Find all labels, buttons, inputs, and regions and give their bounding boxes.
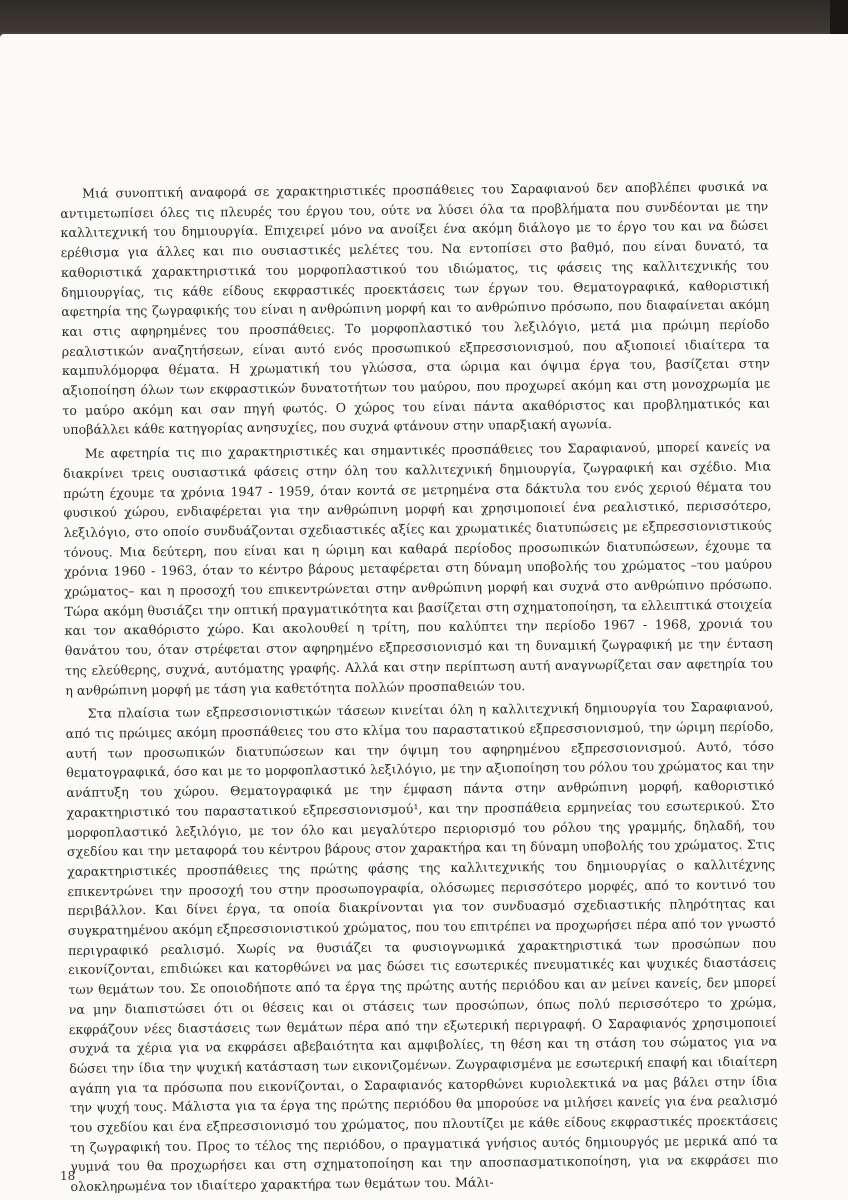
page-number: 18 (60, 1169, 76, 1183)
paragraph-1: Μιά συνοπτική αναφορά σε χαρακτηριστικές προσπάθειες του Σαραφιανού δεν αποβλέπει φυσικά να αντιμετωπίσει όλες τις πλευρές του έργου του, ούτε να λύσει όλα τα προβλήματα που συνδέονται με την καλλιτεχνική του δημιουργία. Επιχειρεί μόνο να ανοίξει ένα ακόμη διάλογο με το έργο του και να δώσει ερέθισμα για άλλες και πιο ουσιαστικές μελέτες του. Να εντοπίσει στο βαθμό, που είναι δυνατό, τα καθοριστικά χαρακτηριστικά του μορφοπλαστικού του ιδιώματος, τις φάσεις της καλλιτεχνικής του δημιουργίας, τις κάθε είδους εκφραστικές προεκτάσεις των έργων του. Θεματογραφικά, καθοριστική αφετηρία της ζωγραφικής του είναι η ανθρώπινη μορφή και το ανθρώπινο πρόσωπο, που διαφαίνεται ακόμη και στις αφηρημένες του προσπάθειες. Το μορφοπλαστικό του λεξιλόγιο, μετά μια πρώιμη περίοδο ρεαλιστικών αναζητήσεων, είναι αυτό ενός προσωπικού εξπρεσσιονισμού, που αξιοποιεί ιδιαίτερα τα καμπυλόμορφα θέματα. Η χρωματική του γλώσσα, στα ώριμα και όψιμα έργα του, βασίζεται στην αξιοποίηση όλων των εκφραστικών δυνατοτήτων του μαύρου, που προχωρεί ακόμη και στη μονοχρωμία με το μαύρο ακόμη και σαν πηγή φωτός. Ο χώρος του είναι πάντα ακαθόριστος και προβληματικός και υποβάλλει κάθε κατηγορίας ανησυχίες, που συχνά φτάνουν στην υπαρξιακή αγωνία. (60, 178, 771, 438)
body-text (60, 177, 779, 1197)
book-page (0, 34, 848, 1200)
paragraph-2: Με αφετηρία τις πιο χαρακτηριστικές και σημαντικές προσπάθειες του Σαραφιανού, μπορεί κανείς να διακρίνει τρεις ουσιαστικά φάσεις στην όλη του καλλιτεχνική δημιουργία, ζωγραφική και σχέδιο. Μια πρώτη έχουμε τα χρόνια 1947 - 1959, όταν κοντά σε μετρημένα στα δάκτυλα του ενός χεριού θέματα του φυσικού χώρου, ενδιαφέρεται για την ανθρώπινη μορφή και χρησιμοποιεί ένα ρεαλιστικό, περισσότερο, λεξιλόγιο, στο οποίο συνδυάζονται σχεδιαστικές αξίες και χρωματικές διατυπώσεις με εξπρεσσιονιστικούς τόνους. Μια δεύτερη, που είναι και η ώριμη και καθαρά περίοδος προσωπικών διατυπώσεων, έχουμε τα χρόνια 1960 - 1963, όταν το κέντρο βάρους μεταφέρεται στη δύναμη υποβολής του χρώματος –του μαύρου χρώματος– και η προσοχή του επικεντρώνεται στην ανθρώπινη μορφή και συχνά στο ανθρώπινο πρόσωπο. Τώρα ακόμη θυσιάζει την οπτική πραγματικότητα και βασίζεται στη σχηματοποίηση, τα ελλειπτικά στοιχεία και τον ακαθόριστο χώρο. Και ακολουθεί η τρίτη, που καλύπτει την περίοδο 1967 - 1968, χρονιά του θανάτου του, όταν στρέφεται στον αφηρημένο εξπρεσσιονισμό και τη δυναμική ζωγραφική με την ένταση της ελεύθερης, συχνά, αυτόματης γραφής. Αλλά και στην περίπτωση αυτή αναγνωρίζεται σαν αφετηρία του η ανθρώπινη μορφή με τάση για καθετότητα πολλών προσπαθειών του. (62, 438, 774, 698)
paragraph-3: Στα πλαίσια των εξπρεσσιονιστικών τάσεων κινείται όλη η καλλιτεχνική δημιουργία του Σαραφιανού, από τις πρώιμες ακόμη προσπάθειες του στο κλίμα του παραστατικού εξπρεσσιονισμού, την ώριμη περίοδο, αυτή των προσωπικών διατυπώσεων και την όψιμη του αφηρημένου εξπρεσσιονισμού. Αυτό, τόσο θεματογραφικά, όσο και με το μορφοπλαστικό λεξιλόγιο, με την αξιοποίηση του ρόλου του χρώματος και την ανάπτυξη του χώρου. Θεματογραφικά με την έμφαση πάντα στην ανθρώπινη μορφή, καθοριστικό χαρακτηριστικό του παραστατικού εξπρεσσιονισμού¹, και την προσπάθεια ερμηνείας του εσωτερικού. Στο μορφοπλαστικό λεξιλόγιο, με τον όλο και μεγαλύτερο περιορισμό του ρόλου της γραμμής, δηλαδή, του σχεδίου και την μεταφορά του κέντρου βάρους στον χαρακτήρα και τη δύναμη υποβολής του χρώματος. Στις χαρακτηριστικές προσπάθειες της πρώτης φάσης της καλλιτεχνικής του δημιουργίας ο καλλιτέχνης επικεντρώνει την προσοχή του στην προσωπογραφία, ολόσωμες περισσότερο μορφές, από το κοντινό του περιβάλλον. Και δίνει έργα, τα οποία διακρίνονται για τον συνδυασμό σχεδιαστικής πληρότητας και συγκρατημένου ακόμη εξπρεσσιονιστικού χρώματος, που του επιτρέπει να προχωρήσει πέρα από τον γνωστό περιγραφικό ρεαλισμό. Χωρίς να θυσιάζει τα φυσιογνωμικά χαρακτηριστικά των προσώπων που εικονίζονται, επιδιώκει και κατορθώνει να μας δώσει τις εσωτερικές πνευματικές και ψυχικές διαστάσεις των θεμάτων του. Σε οποιοδήποτε από τα έργα της πρώτης αυτής περιόδου και αν μείνει κανείς, δεν μπορεί να μην διαπιστώσει ότι οι θέσεις και οι στάσεις των προσώπων, όπως πολύ περισσότερο το χρώμα, εκφράζουν νέες διαστάσεις των θεμάτων πέρα από την εξωτερική περιγραφή. Ο Σαραφιανός χρησιμοποιεί συχνά τα χέρια για να εκφράσει αβεβαιότητα και αμφιβολίες, τη θέση και τη στάση του σώματος για να δώσει την ίδια την ψυχική κατάσταση των εικονιζομένων. Ζωγραφισμένα με εσωτερική επαφή και ιδιαίτερη αγάπη για τα πρόσωπα που εικονίζονται, ο Σαραφιανός κατορθώνει κυριολεκτικά να μας βάλει στην ίδια την ψυχή τους. Μάλιστα για τα έργα της πρώτης περιόδου θα μπορούσε να μιλήσει κανείς για ένα ρεαλισμό του σχεδίου και ένα εξπρεσσιονισμό του χρώματος, που πλουτίζει με κάθε είδους εκφραστικές προεκτάσεις τη ζωγραφική του. Προς το τέλος της περιόδου, ο πραγματικά γνήσιος αυτός δημιουργός με μερικά από τα γυμνά του θα προχωρήσει και στη σχηματοποίηση και την αποσπασματικοποίηση, για να εκφράσει πιο ολοκληρωμένα τον ιδιαίτερο χαρακτήρα των θεμάτων του. Μάλι- (65, 698, 779, 1195)
